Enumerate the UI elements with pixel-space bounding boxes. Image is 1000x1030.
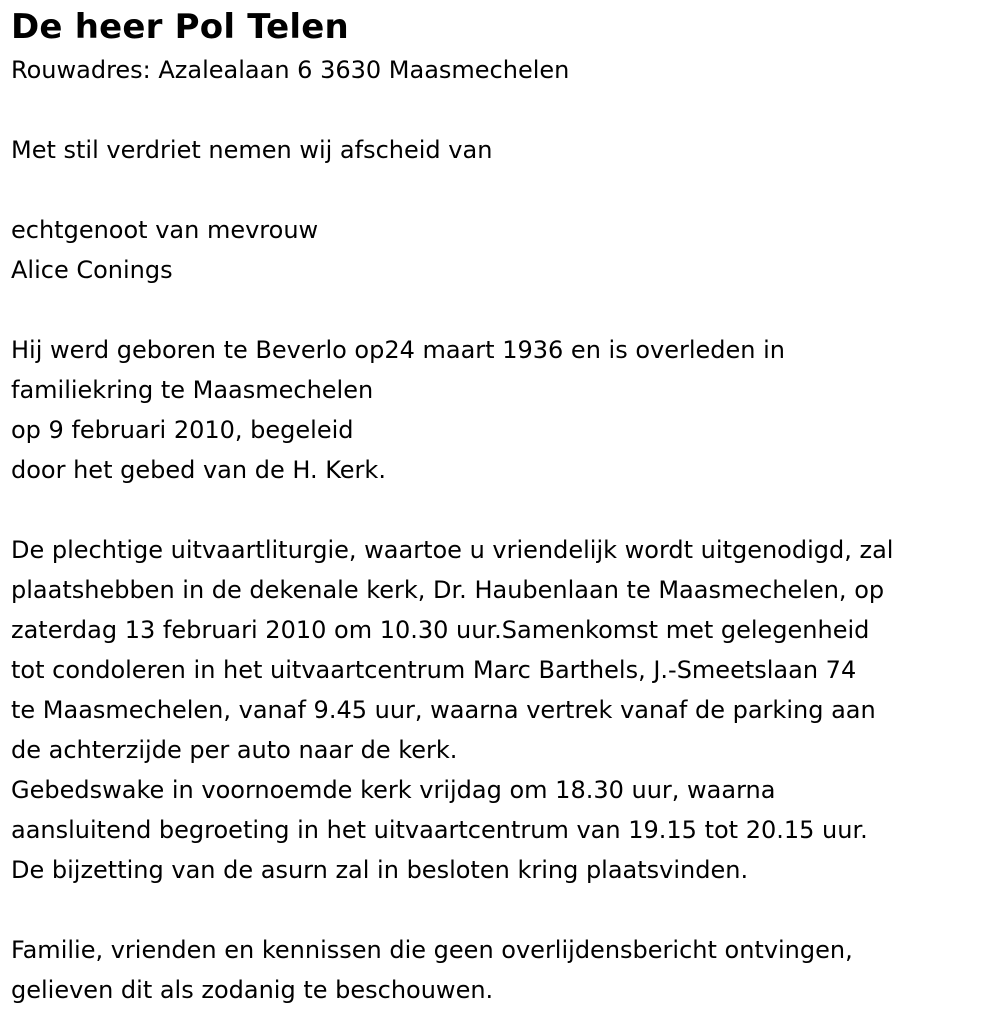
mourning-address: Rouwadres: Azalealaan 6 3630 Maasmechelen [11,56,570,84]
birth-death-line: familiekring te Maasmechelen [11,376,374,404]
birth-death-line: Hij werd geboren te Beverlo op24 maart 1936 en is overleden in [11,336,785,364]
funeral-line: tot condoleren in het uitvaartcentrum Marc Barthels, J.-Smeetslaan 74 [11,656,857,684]
spouse-line: echtgenoot van mevrouw [11,216,319,244]
funeral-line: zaterdag 13 februari 2010 om 10.30 uur.Samenkomst met gelegenheid [11,616,870,644]
funeral-line: De bijzetting van de asurn zal in besloten kring plaatsvinden. [11,856,749,884]
spacer [11,170,991,210]
funeral-line: De plechtige uitvaartliturgie, waartoe u vriendelijk wordt uitgenodigd, zal [11,536,894,564]
spacer [11,490,991,530]
death-notice [11,4,991,1010]
funeral-line: te Maasmechelen, vanaf 9.45 uur, waarna vertrek vanaf de parking aan [11,696,876,724]
spouse-paragraph [11,210,991,290]
birth-death-paragraph [11,330,991,490]
closing-line: Familie, vrienden en kennissen die geen overlijdensbericht ontvingen, [11,936,853,964]
closing-paragraph [11,930,991,1010]
funeral-paragraph [11,530,991,890]
spacer [11,890,991,930]
birth-death-line: door het gebed van de H. Kerk. [11,456,386,484]
funeral-line: Gebedswake in voornoemde kerk vrijdag om 18.30 uur, waarna [11,776,776,804]
intro-text: Met stil verdriet nemen wij afscheid van [11,136,493,164]
spacer [11,90,991,130]
funeral-line: plaatshebben in de dekenale kerk, Dr. Haubenlaan te Maasmechelen, op [11,576,885,604]
closing-line: gelieven dit als zodanig te beschouwen. [11,976,494,1004]
spouse-name: Alice Conings [11,256,173,284]
funeral-line: aansluitend begroeting in het uitvaartcentrum van 19.15 tot 20.15 uur. [11,816,868,844]
spacer [11,290,991,330]
birth-death-line: op 9 februari 2010, begeleid [11,416,354,444]
funeral-line: de achterzijde per auto naar de kerk. [11,736,458,764]
notice-title: De heer Pol Telen [11,7,349,47]
